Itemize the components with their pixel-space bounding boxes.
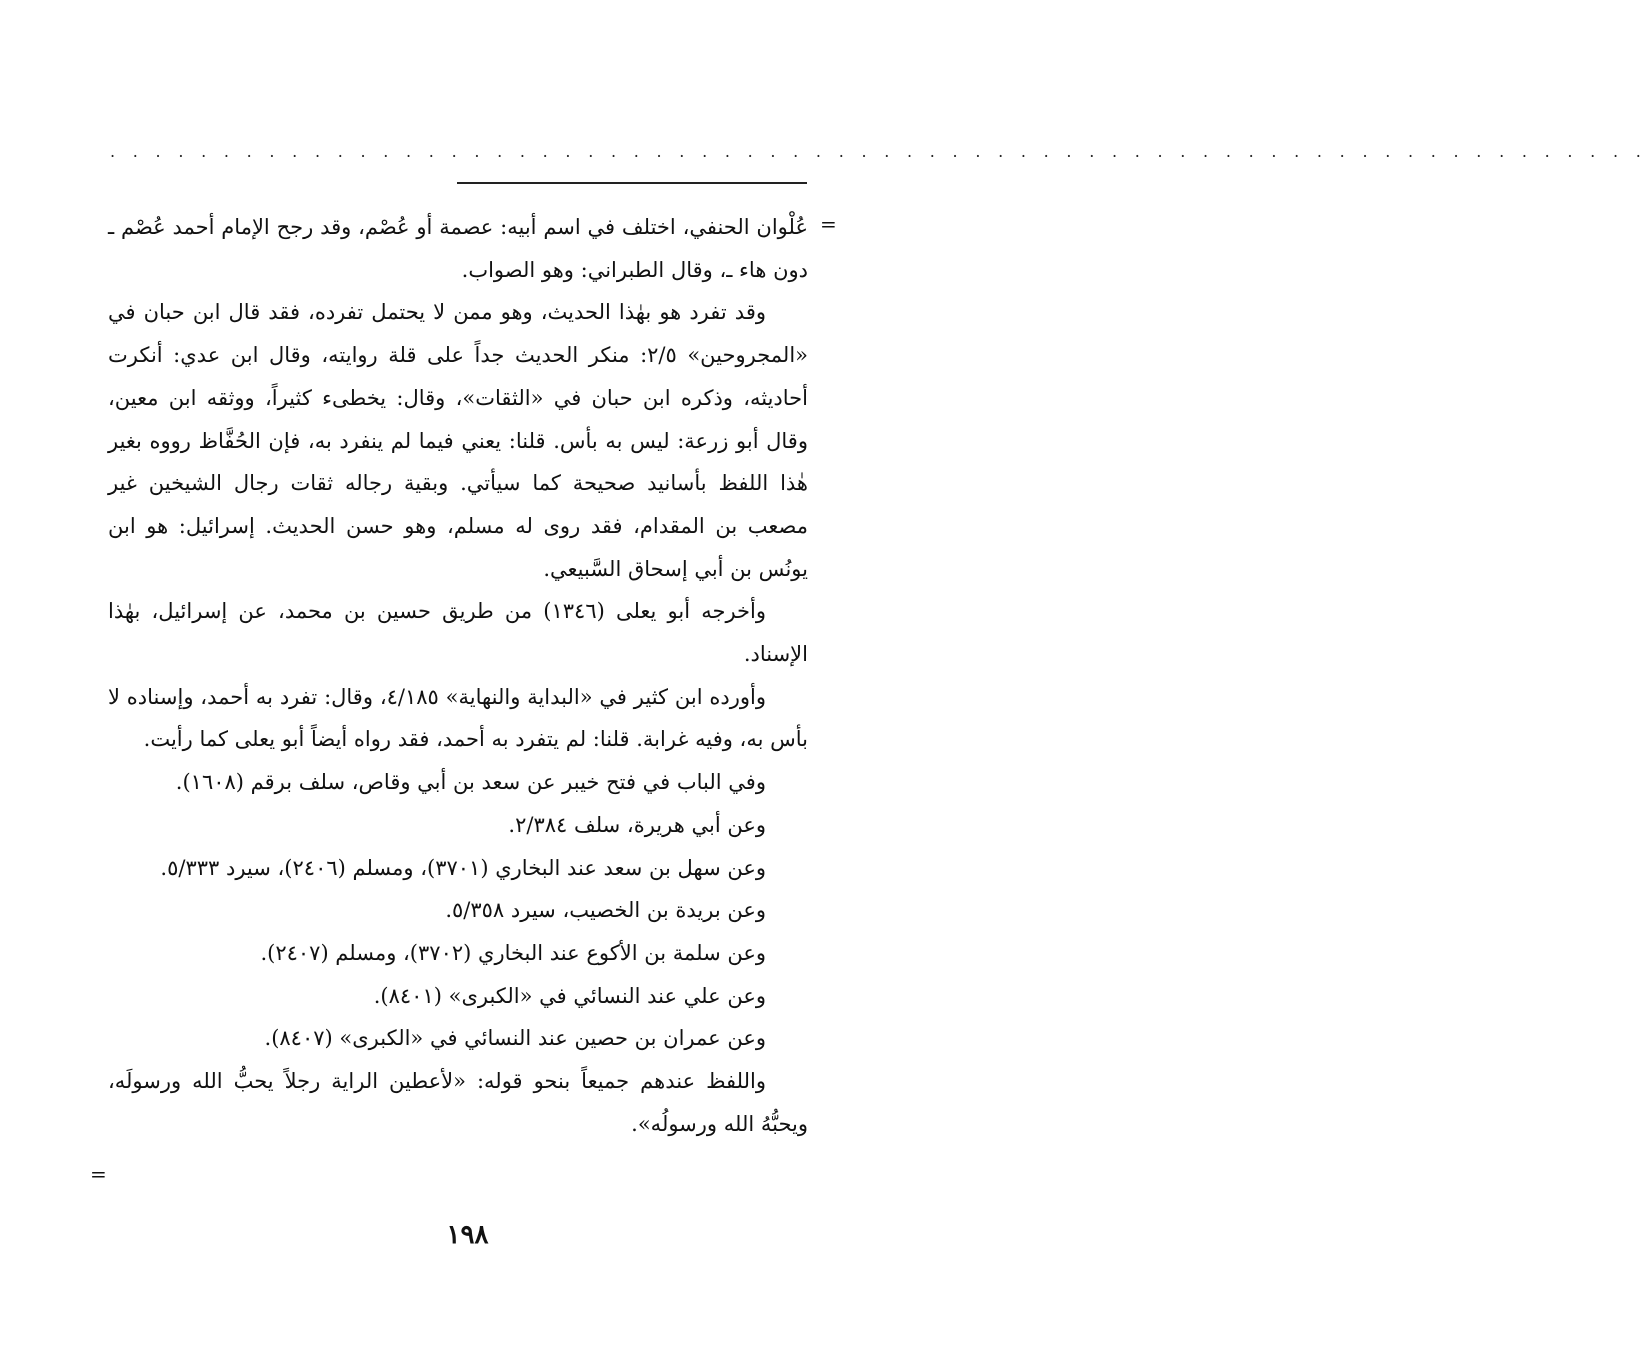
footnote-rule <box>457 182 807 184</box>
paragraph: وعن أبي هريرة، سلف ٢/٣٨٤. <box>508 812 766 837</box>
paragraph: وفي الباب في فتح خيبر عن سعد بن أبي وقاص، سلف برقم (١٦٠٨). <box>175 770 766 795</box>
paragraph: وعن بريدة بن الخصيب، سيرد ٥/٣٥٨. <box>445 898 766 923</box>
page-number: ١٩٨ <box>446 1220 489 1250</box>
footnote-text <box>108 206 808 1145</box>
continuation-marker-top: = <box>820 212 837 236</box>
dotted-separator: . . . . . . . . . . . . . . . . . . . . . . . . . . . . . . . . . . . . . . . . . . . . . . . . . . . . . . . . . . . . . . . . . . . . <box>110 142 1647 161</box>
paragraph: وعن سهل بن سعد عند البخاري (٣٧٠١)، ومسلم (٢٤٠٦)، سيرد ٥/٣٣٣. <box>160 855 766 880</box>
paragraph: عُلْوان الحنفي، اختلف في اسم أبيه: عصمة أو عُصْم، وقد رجح الإمام أحمد عُصْم ـ دون هاء ـ، وقال الطبراني: وهو الصواب. <box>108 215 808 282</box>
paragraph: وعن علي عند النسائي في «الكبرى» (٨٤٠١). <box>373 983 766 1008</box>
paragraph: وعن عمران بن حصين عند النسائي في «الكبرى» (٨٤٠٧). <box>264 1026 766 1051</box>
paragraph: وأخرجه أبو يعلى (١٣٤٦) من طريق حسين بن محمد، عن إسرائيل، بهٰذا الإسناد. <box>108 599 808 667</box>
paragraph: واللفظ عندهم جميعاً بنحو قوله: «لأعطين الراية رجلاً يحبُّ الله ورسولَه، ويحبُّهُ الله ورسولُه». <box>108 1069 808 1136</box>
paragraph: وعن سلمة بن الأكوع عند البخاري (٣٧٠٢)، ومسلم (٢٤٠٧). <box>260 940 766 965</box>
continuation-marker-bottom: = <box>90 1162 107 1186</box>
paragraph: وقد تفرد هو بهٰذا الحديث، وهو ممن لا يحتمل تفرده، فقد قال ابن حبان في «المجروحين» ٢/٥: منكر الحديث جداً على قلة روايته، وقال ابن عدي: أنكرت أحاديثه، وذكره ابن حبان في «الثقات»، وقال: يخطىء كثيراً، ووثقه ابن معين، وقال أبو زرعة: ليس به بأس. قلنا: يعني فيما لم ينفرد به، فإن الحُفَّاظ رووه بغير هٰذا اللفظ بأسانيد صحيحة كما سيأتي. وبقية رجاله ثقات رجال الشيخين غير مصعب بن المقدام، فقد روى له مسلم، وهو حسن الحديث. إسرائيل: هو ابن يونُس بن أبي إسحاق السَّبيعي. <box>108 300 808 581</box>
paragraph: وأورده ابن كثير في «البداية والنهاية» ٤/١٨٥، وقال: تفرد به أحمد، وإسناده لا بأس به، وفيه غرابة. قلنا: لم يتفرد به أحمد، فقد رواه أيضاً أبو يعلى كما رأيت. <box>108 684 808 752</box>
